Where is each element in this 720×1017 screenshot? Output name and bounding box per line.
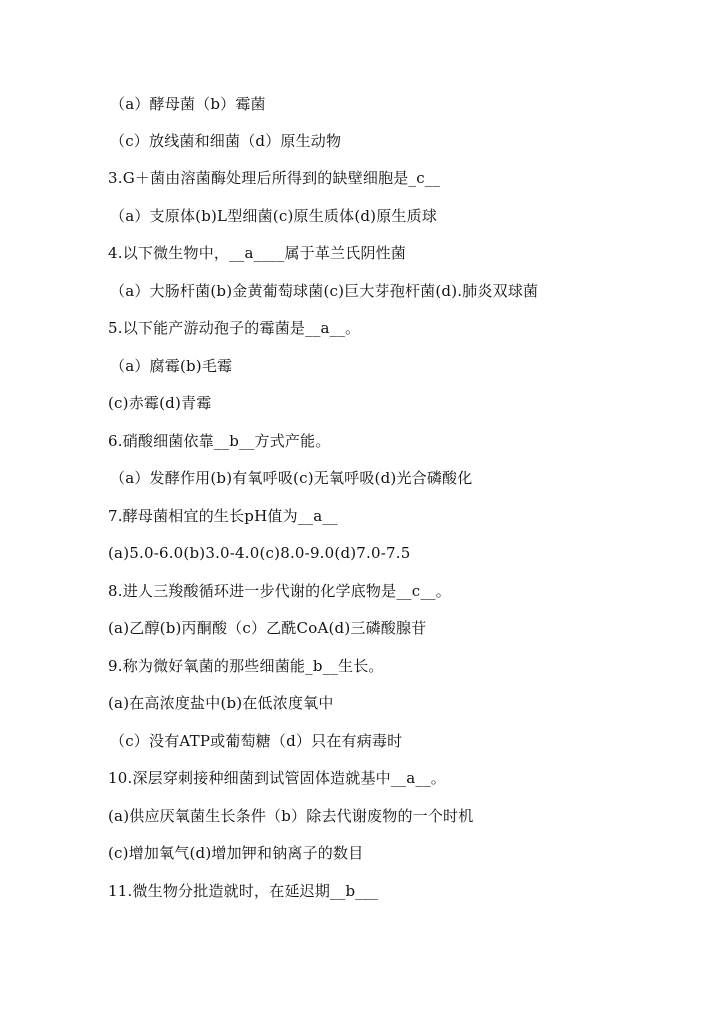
question-line: 7.酵母菌相宜的生长pH值为__a__ xyxy=(108,507,338,525)
option-line: （c）没有ATP或葡萄糖（d）只在有病毒时 xyxy=(110,732,403,750)
option-line: （a）发酵作用(b)有氧呼吸(c)无氧呼吸(d)光合磷酸化 xyxy=(110,469,473,487)
question-line: 6.硝酸细菌依靠__b__方式产能。 xyxy=(108,432,331,450)
option-line: (c)赤霉(d)青霉 xyxy=(108,394,212,412)
question-line: 5.以下能产游动孢子的霉菌是__a__。 xyxy=(108,319,361,337)
question-line: 10.深层穿刺接种细菌到试管固体造就基中__a__。 xyxy=(108,769,446,787)
option-line: （a）腐霉(b)毛霉 xyxy=(110,357,233,375)
option-line: (c)增加氧气(d)增加钾和钠离子的数目 xyxy=(108,844,364,862)
option-line: （c）放线菌和细菌（d）原生动物 xyxy=(110,132,342,150)
question-line: 3.G＋菌由溶菌酶处理后所得到的缺壁细胞是_c__ xyxy=(108,169,441,187)
option-line: (a)供应厌氧菌生长条件（b）除去代谢废物的一个时机 xyxy=(108,807,474,825)
question-line: 4.以下微生物中，__a____属于革兰氏阴性菌 xyxy=(108,244,407,262)
option-line: (a)乙醇(b)丙酮酸（c）乙酰CoA(d)三磷酸腺苷 xyxy=(108,619,427,637)
option-line: (a)在高浓度盐中(b)在低浓度氧中 xyxy=(108,694,334,712)
question-line: 8.进人三羧酸循环进一步代谢的化学底物是__c__。 xyxy=(108,582,451,600)
option-line: （a）酵母菌（b）霉菌 xyxy=(110,95,266,113)
option-line: (a)5.0-6.0(b)3.0-4.0(c)8.0-9.0(d)7.0-7.5 xyxy=(108,544,411,562)
option-line: （a）支原体(b)L型细菌(c)原生质体(d)原生质球 xyxy=(110,207,438,225)
question-line: 9.称为微好氧菌的那些细菌能_b__生长。 xyxy=(108,657,384,675)
question-line: 11.微生物分批造就时，在延迟期__b___ xyxy=(108,882,379,900)
option-line: （a）大肠杆菌(b)金黄葡萄球菌(c)巨大芽孢杆菌(d).肺炎双球菌 xyxy=(110,282,539,300)
